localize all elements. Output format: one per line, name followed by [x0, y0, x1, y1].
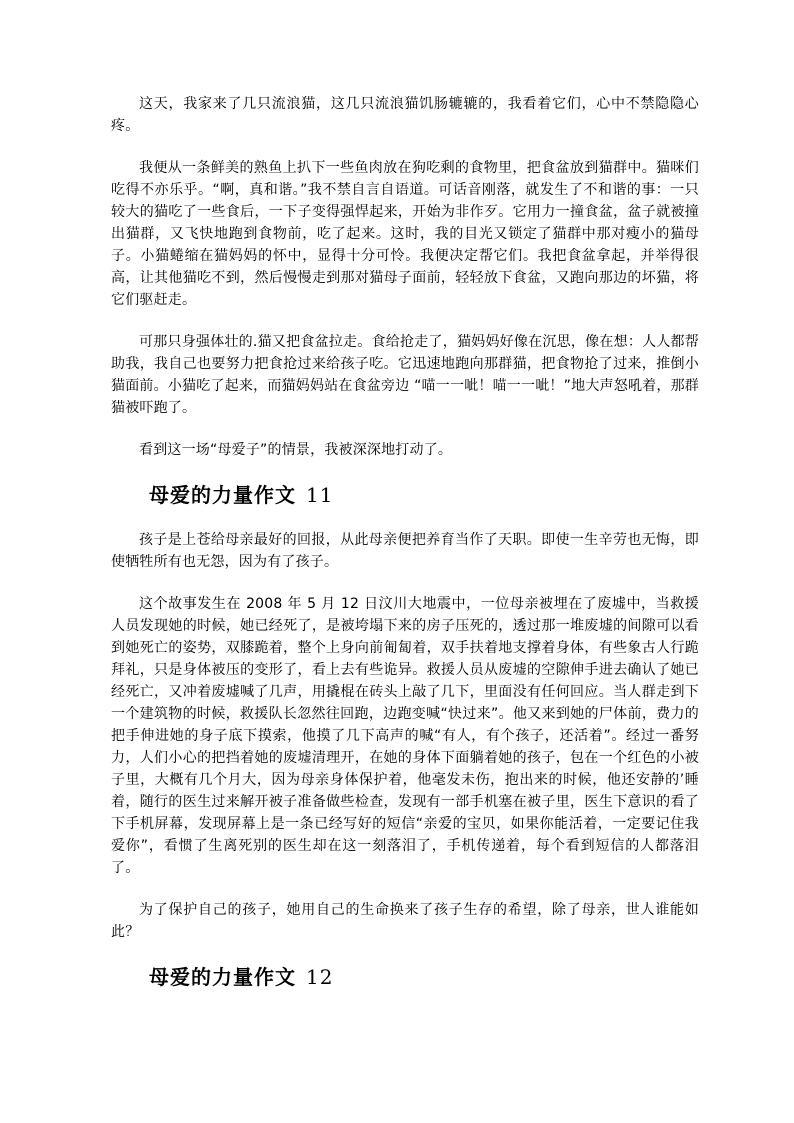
paragraph: 可那只身强体壮的.猫又把食盆拉走。食给抢走了，猫妈妈好像在沉思，像在想：人人都帮助我，我自己也要努力把食抢过来给孩子吃。它迅速地跑向那群猫，把食物抢了过来，推倒小猫面前。小猫吃了起来，而猫妈妈站在食盆旁边 “喵一一呲！喵一一呲！”地大声怒吼着，那群猫被吓跑了。	[111, 334, 699, 416]
section-heading-11	[149, 481, 699, 509]
paragraph: 我便从一条鲜美的熟鱼上扒下一些鱼肉放在狗吃剩的食物里，把食盆放到猫群中。猫咪们吃得不亦乐乎。“啊，真和谐。”我不禁自言自语道。可话音刚落，就发生了不和谐的事：一只较大的猫吃了一些食后，一下子变得强悍起来，开始为非作歹。它用力一撞食盆，盆子就被撞出猫群，又飞快地跑到食物前，吃了起来。这时，我的目光又锁定了猫群中那对瘦小的猫母子。小猫蜷缩在猫妈妈的怀中，显得十分可怜。我便决定帮它们。我把食盆拿起，并举得很高，让其他猫吃不到，然后慢慢走到那对猫母子面前，轻轻放下食盆，又跑向那边的坏猫，将它们驱赶走。	[111, 160, 699, 308]
heading-title: 母爱的力量作文	[149, 965, 296, 989]
heading-number: 11	[306, 483, 334, 507]
document-body	[111, 93, 699, 1011]
paragraph: 这天，我家来了几只流浪猫，这几只流浪猫饥肠辘辘的，我看着它们，心中不禁隐隐心疼。	[111, 96, 699, 134]
paragraph: 这个故事发生在 2008 年 5 月 12 日汶川大地震中，一位母亲被埋在了废墟中，当救援人员发现她的时候，她已经死了，是被垮塌下来的房子压死的，透过那一堆废墟的间隙可以看到她死亡的姿势，双膝跪着，整个上身向前匍匐着，双手扶着地支撑着身体，有些象古人行跪拜礼，只是身体被压的变形了，看上去有些诡异。救援人员从废墟的空隙伸手进去确认了她已经死亡，又冲着废墟喊了几声，用撬棍在砖头上敲了几下，里面没有任何回应。当人群走到下一个建筑物的时候，救援队长忽然往回跑，边跑变喊“快过来”。他又来到她的尸体前，费力的把手伸进她的身子底下摸索，他摸了几下高声的喊“有人，有个孩子，还活着”。经过一番努力，人们小心的把挡着她的废墟清理开，在她的身体下面躺着她的孩子，包在一个红色的小被子里，大概有几个月大，因为母亲身体保护着，他毫发未伤，抱出来的时候，他还安静的’睡着，随行的医生过来解开被子准备做些检查，发现有一部手机塞在被子里，医生下意识的看了下手机屏幕，发现屏幕上是一条已经写好的短信“亲爱的宝贝，如果你能活着，一定要记住我爱你”，看惯了生离死别的医生却在这一刻落泪了，手机传递着，每个看到短信的人都落泪了。	[111, 596, 699, 876]
paragraph: 孩子是上苍给母亲最好的回报，从此母亲便把养育当作了天职。即使一生辛劳也无悔，即使牺牲所有也无怨，因为有了孩子。	[111, 532, 699, 570]
heading-title: 母爱的力量作文	[149, 483, 296, 507]
paragraph: 为了保护自己的孩子，她用自己的生命换来了孩子生存的希望，除了母亲，世人谁能如此？	[111, 902, 699, 940]
heading-number: 12	[306, 965, 334, 989]
section-heading-12	[149, 963, 699, 991]
paragraph: 看到这一场“母爱子”的情景，我被深深地打动了。	[139, 442, 453, 458]
